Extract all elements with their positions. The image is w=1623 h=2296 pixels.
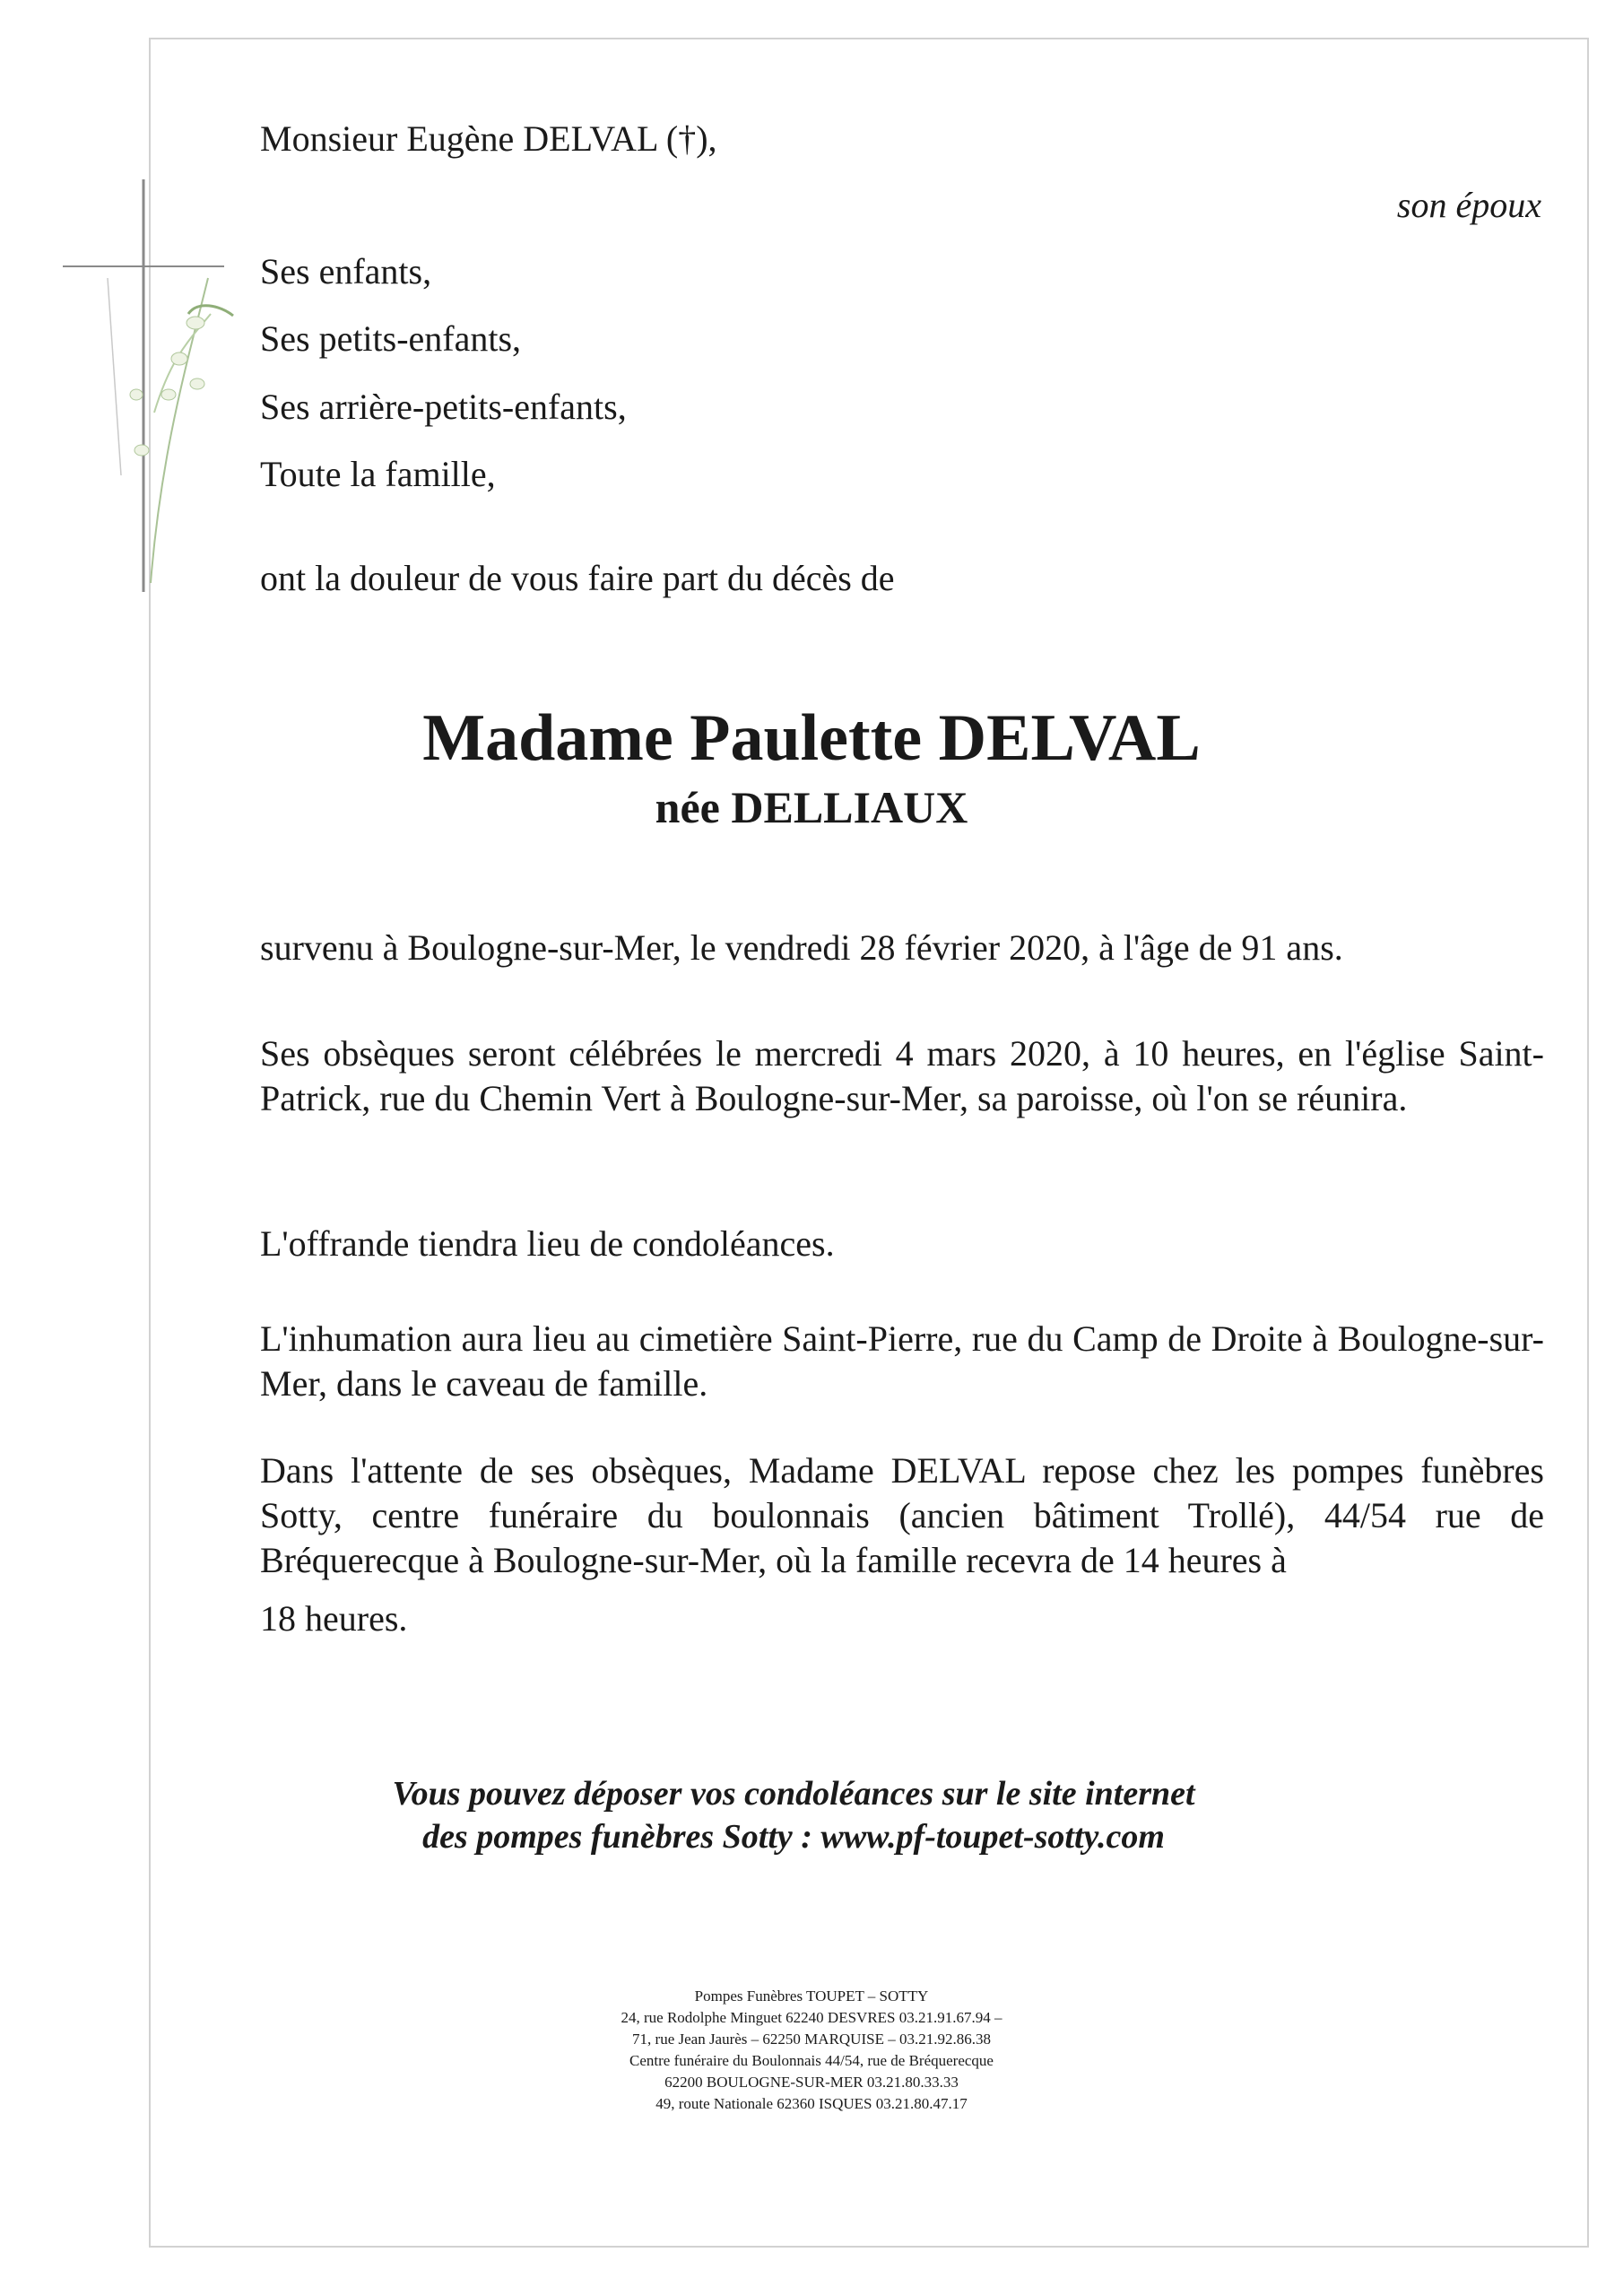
lily-flower: [171, 352, 187, 365]
spouse-role: son époux: [1396, 185, 1541, 225]
rest-paragraph: Dans l'attente de ses obsèques, Madame DELVAL repose chez les pompes funèbres Sotty, centre funéraire du boulonnais (ancien bâtiment Trollé), 44/54 rue de Bréquerecque à Boulogne-sur-Mer, où la famille recevra de 14 heures à: [260, 1450, 1544, 1580]
family-line: Ses petits-enfants,: [260, 318, 522, 359]
footer-address: 24, rue Rodolphe Minguet 62240 DESVRES 03.21.91.67.94 –: [621, 2009, 1002, 2026]
footer-address: Centre funéraire du Boulonnais 44/54, rue de Bréquerecque: [629, 2052, 994, 2069]
family-line: Ses enfants,: [260, 251, 432, 291]
spouse-name: Monsieur Eugène DELVAL (†),: [260, 118, 717, 159]
footer-address: 71, rue Jean Jaurès – 62250 MARQUISE – 03.21.92.86.38: [632, 2031, 991, 2048]
burial-paragraph: L'inhumation aura lieu au cimetière Saint-Pierre, rue du Camp de Droite à Boulogne-sur-Mer, dans le caveau de famille.: [260, 1318, 1544, 1404]
rest-paragraph-end: 18 heures.: [260, 1598, 408, 1639]
lily-flower: [130, 389, 143, 400]
death-paragraph: survenu à Boulogne-sur-Mer, le vendredi 28 février 2020, à l'âge de 91 ans.: [260, 927, 1343, 968]
funeral-paragraph: Ses obsèques seront célébrées le mercredi 4 mars 2020, à 10 heures, en l'église Saint-Patrick, rue du Chemin Vert à Boulogne-sur-Mer, sa paroisse, où l'on se réunira.: [260, 1033, 1544, 1118]
deceased-name: Madame Paulette DELVAL: [422, 701, 1201, 775]
lily-flower: [187, 317, 204, 329]
lily-flower: [135, 445, 149, 456]
offering-paragraph: L'offrande tiendra lieu de condoléances.: [260, 1223, 835, 1264]
footer-address: 49, route Nationale 62360 ISQUES 03.21.80.47.17: [655, 2095, 968, 2112]
deceased-maiden-name: née DELLIAUX: [655, 782, 968, 832]
footer-address: 62200 BOULOGNE-SUR-MER 03.21.80.33.33: [664, 2074, 959, 2091]
page-border: [149, 38, 1589, 2248]
announcement-text: ont la douleur de vous faire part du décès de: [260, 558, 895, 598]
family-line: Toute la famille,: [260, 454, 496, 494]
lily-flower: [161, 389, 176, 400]
cross-lily-illustration: [54, 179, 260, 601]
family-line: Ses arrière-petits-enfants,: [260, 387, 627, 427]
footer-company: Pompes Funèbres TOUPET – SOTTY: [694, 1987, 929, 2005]
condolences-line: des pompes funèbres Sotty : www.pf-toupet-sotty.com: [422, 1818, 1165, 1856]
condolences-line: Vous pouvez déposer vos condoléances sur le site internet: [392, 1775, 1195, 1813]
cross-shadow-line: [108, 278, 121, 475]
lily-flower: [190, 378, 204, 389]
